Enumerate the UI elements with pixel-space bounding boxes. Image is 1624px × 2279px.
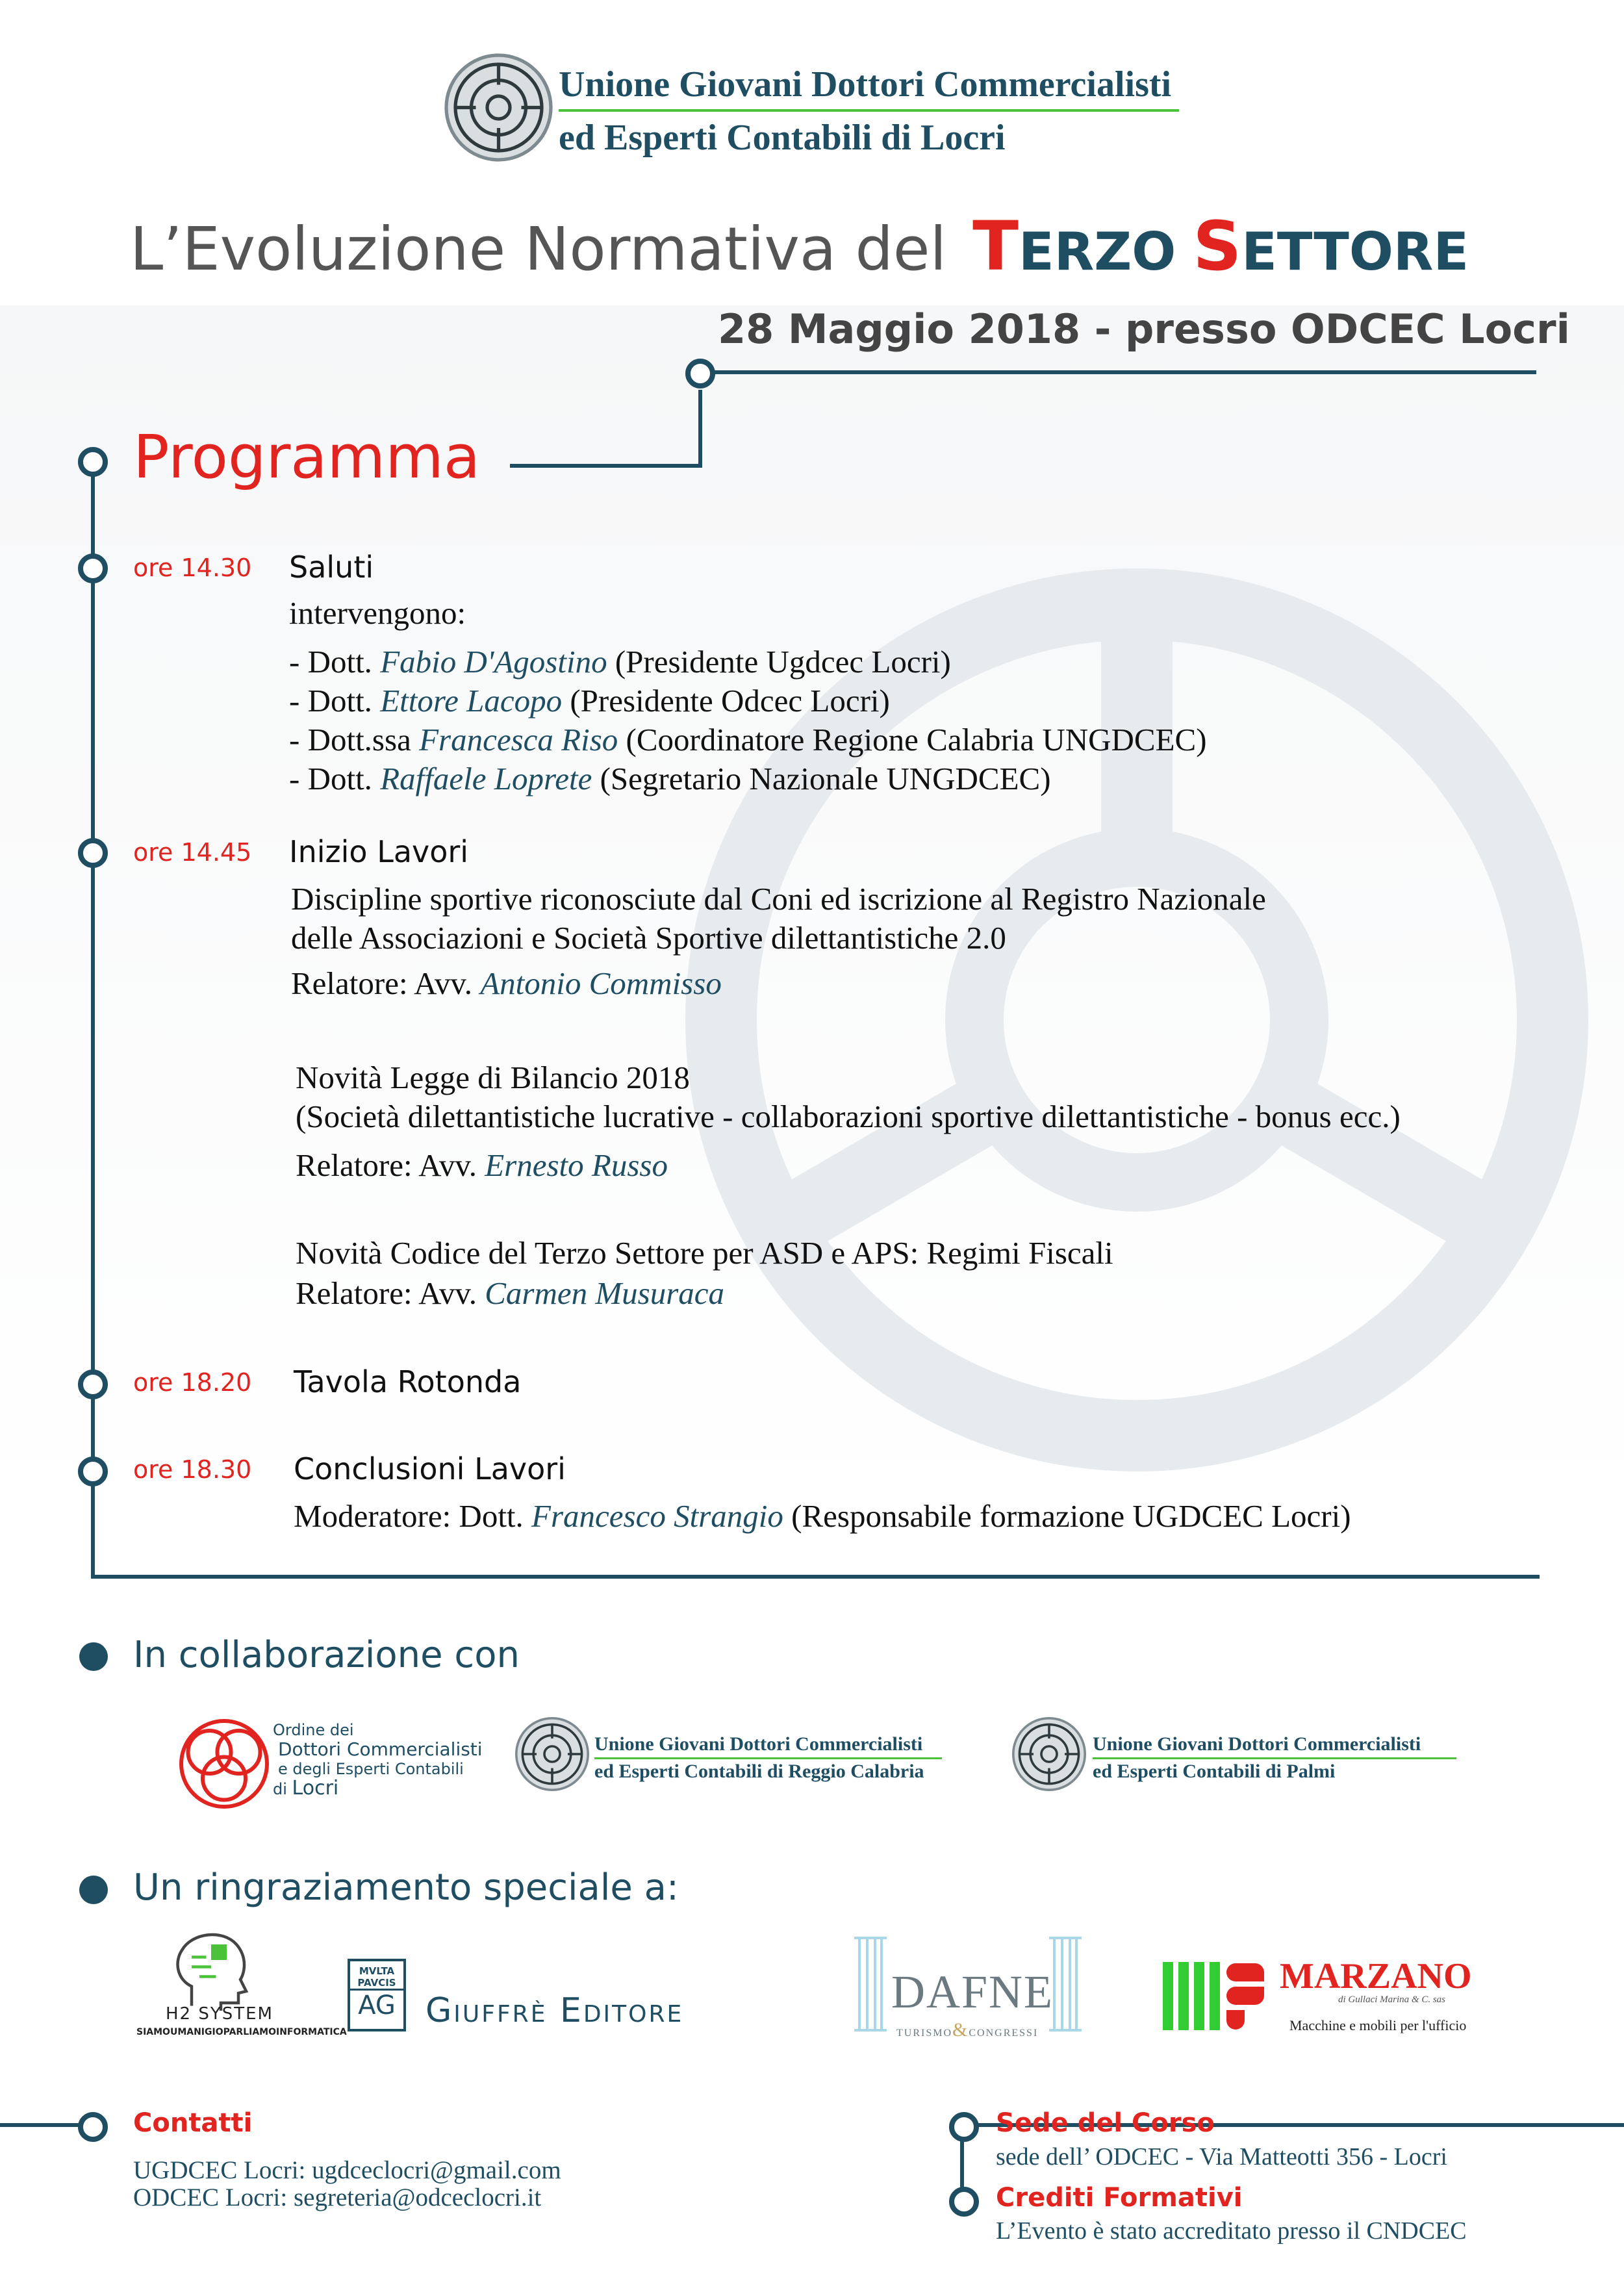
contatti-line: UGDCEC Locri: ugdceclocri@gmail.com: [133, 2156, 561, 2184]
ugdcec-logo-icon: [442, 51, 555, 164]
talk-relatore: Relatore: Avv. Carmen Musuraca: [296, 1275, 725, 1311]
header-org-line2: ed Esperti Contabili di Locri: [559, 118, 1006, 158]
giuffre-mark-text: AG: [350, 1989, 403, 2020]
header-connector-node: [685, 359, 715, 388]
h2-system-name: H2 SYSTEM: [166, 2004, 273, 2024]
speaker-line: - Dott. Ettore Lacopo (Presidente Odcec Locri): [289, 683, 890, 719]
header-logo-underline: [559, 109, 1179, 112]
marzano-bar: [1178, 1962, 1189, 2030]
odcec-line: e degli Esperti Contabili: [278, 1760, 464, 1778]
speaker-line: - Dott.ssa Francesca Riso (Coordinatore Regione Calabria UNGDCEC): [289, 722, 1207, 758]
ugdcec-reggio-line2: ed Esperti Contabili di Reggio Calabria: [594, 1761, 924, 1782]
event-date-line: 28 Maggio 2018 - presso ODCEC Locri: [718, 305, 1570, 353]
timeline-node-2: [78, 838, 108, 868]
programma-bottom-line: [91, 1575, 1540, 1579]
title-terzo: TERZO SETTORE: [972, 207, 1469, 286]
dafne-tagline: TURISMO&CONGRESSI: [896, 2019, 1039, 2041]
item-time: ore 14.30: [133, 554, 252, 582]
contatti-heading: Contatti: [133, 2108, 253, 2138]
talk-relatore: Relatore: Avv. Antonio Commisso: [291, 965, 722, 1001]
programma-vertical-line: [91, 458, 95, 1579]
ugdcec-reggio-logo-icon: [513, 1715, 591, 1793]
item-time: ore 18.20: [133, 1368, 252, 1397]
programma-heading: Programma: [133, 422, 481, 492]
connector-vertical: [698, 390, 702, 466]
timeline-node-4: [78, 1457, 108, 1486]
contatti-line: ODCEC Locri: segreteria@odceclocri.it: [133, 2184, 542, 2211]
speaker-line: - Dott. Raffaele Loprete (Segretario Nazionale UNGDCEC): [289, 761, 1051, 796]
section-bullet: [79, 1642, 108, 1671]
programma-node: [78, 447, 108, 477]
item-title: Tavola Rotonda: [294, 1364, 522, 1399]
ugdcec-reggio-line1: Unione Giovani Dottori Commercialisti: [594, 1733, 923, 1755]
odcec-locri-logo-icon: [175, 1715, 273, 1813]
footer-left-node: [78, 2112, 108, 2142]
odcec-line: di Locri: [273, 1777, 339, 1800]
giuffre-mark-text: PAVCIS: [357, 1977, 396, 1989]
talk-line: Novità Legge di Bilancio 2018: [296, 1060, 690, 1095]
talk-line: delle Associazioni e Società Sportive dilettantistiche 2.0: [291, 920, 1006, 956]
marzano-name: MARZANO: [1280, 1956, 1472, 1996]
h2-system-tagline: SIAMOUMANIGIOPARLIAMOINFORMATICA: [136, 2027, 347, 2037]
speaker-line: - Dott. Fabio D'Agostino (Presidente Ugdcec Locri): [289, 644, 951, 680]
connector-to-programma: [510, 464, 702, 468]
ugdcec-reggio-underline: [594, 1757, 942, 1759]
item-title: Saluti: [289, 550, 374, 585]
collaborazione-heading: In collaborazione con: [133, 1634, 520, 1676]
crediti-text: L’Evento è stato accreditato presso il CNDCEC: [996, 2217, 1467, 2245]
sede-text: sede dell’ ODCEC - Via Matteotti 356 - Locri: [996, 2143, 1447, 2171]
marzano-bar: [1163, 1962, 1173, 2030]
footer-right-node-2: [949, 2187, 979, 2217]
item-time: ore 18.30: [133, 1455, 252, 1484]
talk-line: Novità Codice del Terzo Settore per ASD e APS: Regimi Fiscali: [296, 1235, 1113, 1271]
odcec-line: Ordine dei: [273, 1721, 354, 1739]
item-intro: intervengono:: [289, 595, 466, 631]
crediti-heading: Crediti Formativi: [996, 2183, 1243, 2213]
item-title: Inizio Lavori: [289, 834, 469, 869]
ugdcec-palmi-logo-icon: [1010, 1715, 1088, 1793]
footer-left-line: [0, 2123, 81, 2127]
moderatore-line: Moderatore: Dott. Francesco Strangio (Responsabile formazione UGDCEC Locri): [294, 1498, 1351, 1534]
item-title: Conclusioni Lavori: [294, 1451, 566, 1486]
title-plain: L’Evoluzione Normativa del: [130, 214, 947, 284]
marzano-tagline: Macchine e mobili per l'ufficio: [1289, 2017, 1467, 2033]
talk-line: Discipline sportive riconosciute dal Coni ed iscrizione al Registro Nazionale: [291, 881, 1266, 917]
marzano-logo-mark: [1163, 1962, 1267, 2030]
odcec-locri-logo-text: [273, 1720, 483, 1799]
section-bullet: [79, 1876, 108, 1904]
marzano-block: [1226, 1987, 1264, 2005]
odcec-line: Dottori Commercialisti: [278, 1738, 483, 1760]
ugdcec-palmi-line2: ed Esperti Contabili di Palmi: [1093, 1761, 1336, 1782]
marzano-block: [1226, 1963, 1264, 1981]
giuffre-mark: [348, 1959, 406, 2031]
timeline-node-1: [78, 554, 108, 583]
ugdcec-palmi-underline: [1093, 1757, 1456, 1759]
ugdcec-palmi-line1: Unione Giovani Dottori Commercialisti: [1093, 1733, 1421, 1755]
sede-heading: Sede del Corso: [996, 2108, 1215, 2138]
marzano-bar: [1194, 1962, 1204, 2030]
marzano-block: [1226, 2010, 1245, 2030]
timeline-node-3: [78, 1369, 108, 1399]
header-connector-line: [698, 370, 1536, 374]
talk-relatore: Relatore: Avv. Ernesto Russo: [296, 1147, 668, 1183]
dafne-name: DAFNE: [891, 1966, 1054, 2018]
ringraziamento-heading: Un ringraziamento speciale a:: [133, 1866, 679, 1909]
giuffre-name: Giuffrè Editore: [425, 1991, 684, 2030]
footer-right-node-1: [949, 2112, 979, 2142]
talk-line: (Società dilettantistiche lucrative - collaborazioni sportive dilettantistiche - bonus ecc.): [296, 1099, 1401, 1134]
marzano-bar: [1210, 1962, 1220, 2030]
item-time: ore 14.45: [133, 838, 252, 867]
header-org-line1: Unione Giovani Dottori Commercialisti: [559, 64, 1172, 105]
marzano-sub: di Gullaci Marina & C. sas: [1338, 1994, 1446, 2005]
page-title: [130, 207, 1469, 286]
giuffre-mark-text: MVLTA: [359, 1965, 395, 1977]
